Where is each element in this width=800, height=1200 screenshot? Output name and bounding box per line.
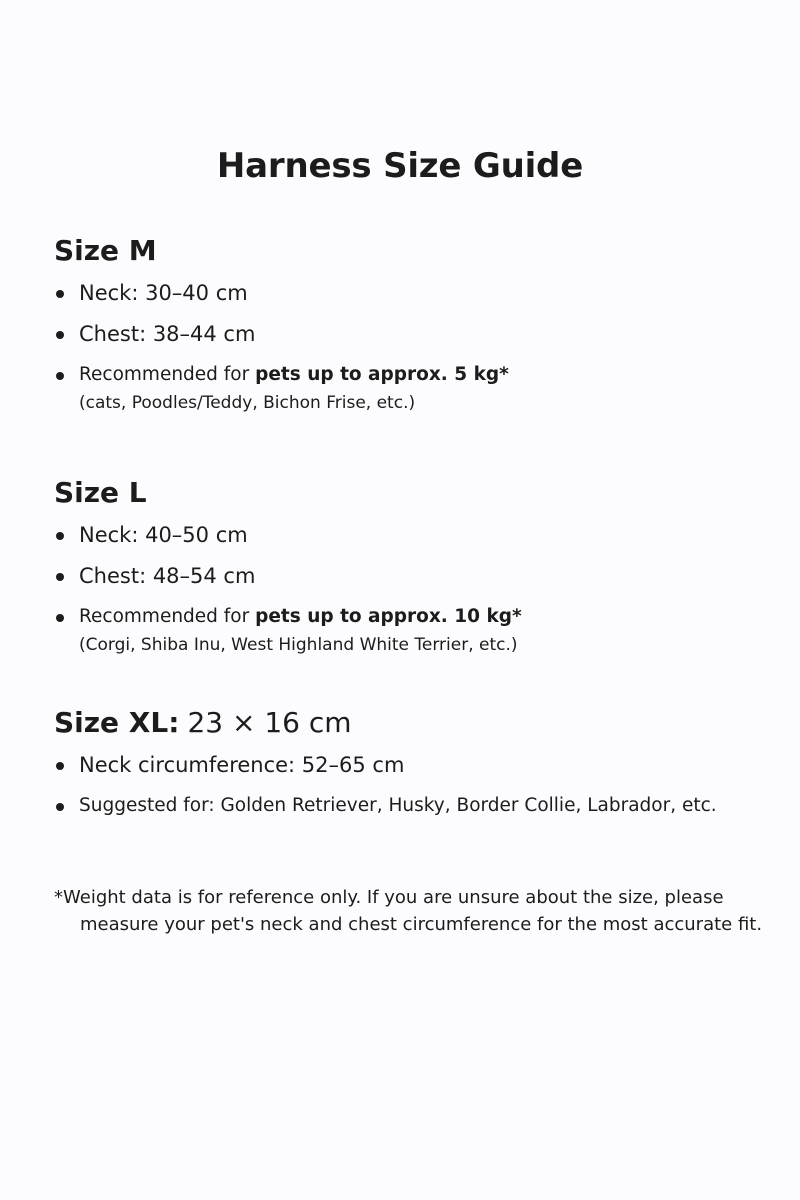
size-l-heading <box>54 475 774 511</box>
size-l-recommendation-item <box>54 603 774 658</box>
size-m-section <box>54 233 774 429</box>
size-m-heading <box>54 233 774 269</box>
size-m-spec-list <box>54 279 774 416</box>
size-xl-spec-list <box>54 751 774 819</box>
size-m-neck: Neck: 30–40 cm <box>79 281 248 305</box>
size-xl-neck-item <box>54 751 774 779</box>
size-l-neck: Neck: 40–50 cm <box>79 523 248 547</box>
bullet-icon <box>56 532 64 540</box>
size-l-chest-item <box>54 562 774 590</box>
bullet-icon <box>56 331 64 339</box>
size-xl-suggested: Suggested for: Golden Retriever, Husky, Border Collie, Labrador, etc. <box>79 795 717 816</box>
size-m-rec-weight: pets up to approx. 5 kg* <box>255 364 509 385</box>
size-xl-heading-text: Size XL: <box>54 706 180 739</box>
size-m-chest: Chest: 38–44 cm <box>79 322 256 346</box>
size-m-heading-text: Size M <box>54 234 157 267</box>
size-l-heading-text: Size L <box>54 476 147 509</box>
size-l-rec-prefix: Recommended for <box>79 606 256 627</box>
bullet-icon <box>56 372 64 380</box>
size-xl-neck: Neck circumference: 52–65 cm <box>79 753 405 777</box>
size-m-breeds: (cats, Poodles/Teddy, Bichon Frise, etc.) <box>79 393 416 413</box>
size-m-recommendation-item <box>54 361 774 416</box>
size-l-spec-list <box>54 521 774 658</box>
size-xl-dimensions: 23 × 16 cm <box>187 706 352 739</box>
size-l-section <box>54 475 774 671</box>
size-l-rec-weight: pets up to approx. 10 kg* <box>255 606 522 627</box>
size-xl-suggested-item <box>54 792 719 819</box>
page-title: Harness Size Guide <box>216 146 584 186</box>
bullet-icon <box>56 803 64 811</box>
size-l-breeds: (Corgi, Shiba Inu, West Highland White Terrier, etc.) <box>79 635 518 655</box>
bullet-icon <box>56 614 64 622</box>
bullet-icon <box>56 290 64 298</box>
size-l-chest: Chest: 48–54 cm <box>79 564 256 588</box>
size-m-neck-item <box>54 279 774 307</box>
bullet-icon <box>56 573 64 581</box>
weight-footnote: *Weight data is for reference only. If you are unsure about the size, please measure your pet's neck and chest circumference for the most accurate fit. <box>54 887 763 935</box>
size-m-rec-prefix: Recommended for <box>79 364 256 385</box>
size-m-chest-item <box>54 320 774 348</box>
bullet-icon <box>56 762 64 770</box>
size-xl-heading <box>54 705 774 741</box>
size-xl-section <box>54 705 774 832</box>
size-l-neck-item <box>54 521 774 549</box>
